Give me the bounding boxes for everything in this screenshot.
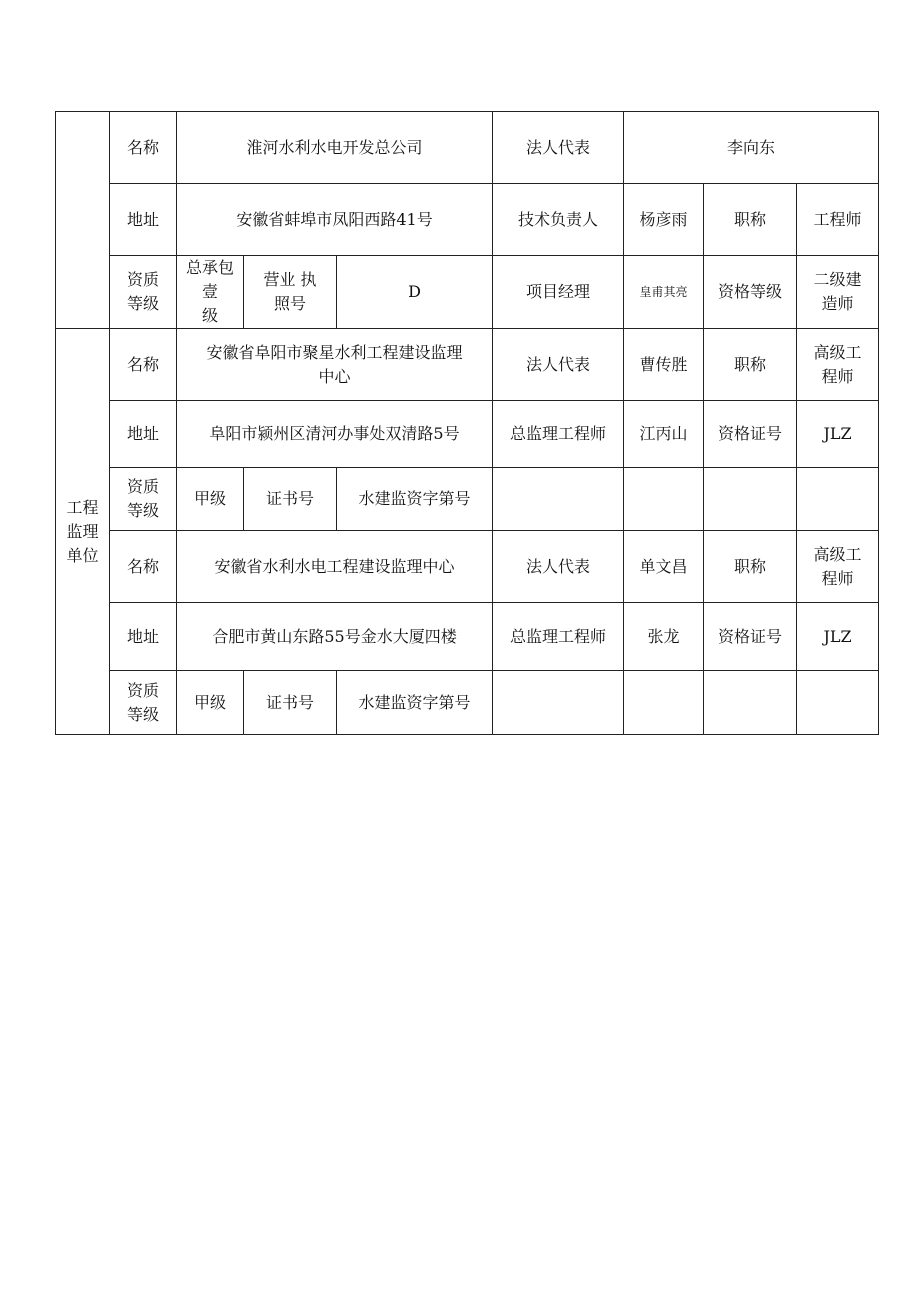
grade-line-2: 造师 [821, 294, 854, 313]
s1-qual-label-line-1: 资质 [126, 477, 159, 496]
s1-qual-label-line-2: 等级 [126, 501, 159, 520]
supervision1-name-line-1: 安徽省阜阳市聚星水利工程建设监理 [206, 342, 463, 362]
supervision2-empty-1 [493, 671, 624, 735]
supervision2-cert: JLZ [797, 603, 879, 671]
contractor-pm: 皇甫其亮 [624, 256, 704, 329]
supervision1-qual-label [110, 468, 177, 531]
supervision2-cert-no-label: 证书号 [244, 671, 337, 735]
supervision2-chief-label: 总监理工程师 [493, 603, 624, 671]
contractor-name-row [56, 112, 879, 184]
supervision1-name-row [56, 329, 879, 401]
supervision2-qualification-row [56, 671, 879, 735]
supervision2-qual-label [110, 671, 177, 735]
supervision1-address-row [56, 401, 879, 468]
contractor-address-row [56, 184, 879, 256]
supervision2-title-label: 职称 [704, 531, 797, 603]
supervision2-address-row [56, 603, 879, 671]
supervision2-cert-label: 资格证号 [704, 603, 797, 671]
grade-line-1: 二级建 [813, 270, 862, 289]
group-label-line-2: 监理 [66, 521, 99, 541]
supervision1-qual: 甲级 [177, 468, 244, 531]
document-page [55, 111, 879, 735]
supervision1-qualification-row [56, 468, 879, 531]
group-label-line-3: 单位 [66, 545, 99, 565]
qual-value-line-2: 级 [201, 306, 218, 325]
supervision2-address: 合肥市黄山东路55号金水大厦四楼 [177, 603, 493, 671]
contractor-qual-value [177, 256, 244, 329]
supervision1-empty-4 [797, 468, 879, 531]
s2-qual-label-line-1: 资质 [126, 680, 159, 700]
supervision1-address-label: 地址 [110, 401, 177, 468]
license-label-line-1: 营业 执 [263, 270, 317, 289]
supervision-group-label [56, 329, 110, 735]
supervision2-title-line-1: 高级工 [813, 544, 862, 564]
supervision1-cert-label: 资格证号 [704, 401, 797, 468]
supervision1-cert-no: 水建监资字第号 [337, 468, 493, 531]
group-label-line-1: 工程 [66, 497, 99, 517]
contractor-name-label: 名称 [110, 112, 177, 184]
supervision2-chief: 张龙 [624, 603, 704, 671]
contractor-name: 淮河水利水电开发总公司 [177, 112, 493, 184]
contractor-qual-label [110, 256, 177, 329]
supervision2-empty-3 [704, 671, 797, 735]
contractor-grade [797, 256, 879, 329]
supervision1-title-line-1: 高级工 [813, 342, 862, 362]
supervision1-chief-label: 总监理工程师 [493, 401, 624, 468]
contractor-tech-lead: 杨彦雨 [624, 184, 704, 256]
qual-value-line-1: 总承包 壹 [185, 258, 234, 301]
supervision1-title-line-2: 程师 [821, 366, 854, 386]
contractor-grade-label: 资格等级 [704, 256, 797, 329]
supervision2-empty-2 [624, 671, 704, 735]
contractor-address: 安徽省蚌埠市凤阳西路41号 [177, 184, 493, 256]
supervision1-title [797, 329, 879, 401]
supervision1-cert: JLZ [797, 401, 879, 468]
supervision2-title [797, 531, 879, 603]
supervision2-empty-4 [797, 671, 879, 735]
supervision2-qual: 甲级 [177, 671, 244, 735]
contractor-legal-rep-label: 法人代表 [493, 112, 624, 184]
supervision2-name-row [56, 531, 879, 603]
contractor-title: 工程师 [797, 184, 879, 256]
license-label-line-2: 照号 [273, 294, 306, 313]
contractor-qualification-row [56, 256, 879, 329]
project-parties-table [55, 111, 879, 735]
supervision1-cert-no-label: 证书号 [244, 468, 337, 531]
contractor-license-no: D [337, 256, 493, 329]
supervision1-name [177, 329, 493, 401]
supervision1-empty-2 [624, 468, 704, 531]
supervision2-name-label: 名称 [110, 531, 177, 603]
supervision1-address: 阜阳市颍州区清河办事处双清路5号 [177, 401, 493, 468]
supervision2-cert-no: 水建监资字第号 [337, 671, 493, 735]
contractor-title-label: 职称 [704, 184, 797, 256]
supervision1-legal-rep-label: 法人代表 [493, 329, 624, 401]
qual-label-line-1: 资质 [126, 270, 159, 289]
contractor-tech-lead-label: 技术负责人 [493, 184, 624, 256]
supervision1-chief: 江丙山 [624, 401, 704, 468]
supervision1-title-label: 职称 [704, 329, 797, 401]
supervision1-name-line-2: 中心 [318, 366, 351, 386]
supervision2-legal-rep-label: 法人代表 [493, 531, 624, 603]
supervision1-name-label: 名称 [110, 329, 177, 401]
supervision1-empty-3 [704, 468, 797, 531]
contractor-pm-label: 项目经理 [493, 256, 624, 329]
contractor-legal-rep: 李向东 [624, 112, 879, 184]
supervision1-legal-rep: 曹传胜 [624, 329, 704, 401]
contractor-group-cell [56, 112, 110, 329]
supervision2-title-line-2: 程师 [821, 568, 854, 588]
contractor-license-label [244, 256, 337, 329]
s2-qual-label-line-2: 等级 [126, 704, 159, 724]
qual-label-line-2: 等级 [126, 294, 159, 313]
supervision2-legal-rep: 单文昌 [624, 531, 704, 603]
supervision2-name: 安徽省水利水电工程建设监理中心 [177, 531, 493, 603]
contractor-address-label: 地址 [110, 184, 177, 256]
supervision2-address-label: 地址 [110, 603, 177, 671]
supervision1-empty-1 [493, 468, 624, 531]
